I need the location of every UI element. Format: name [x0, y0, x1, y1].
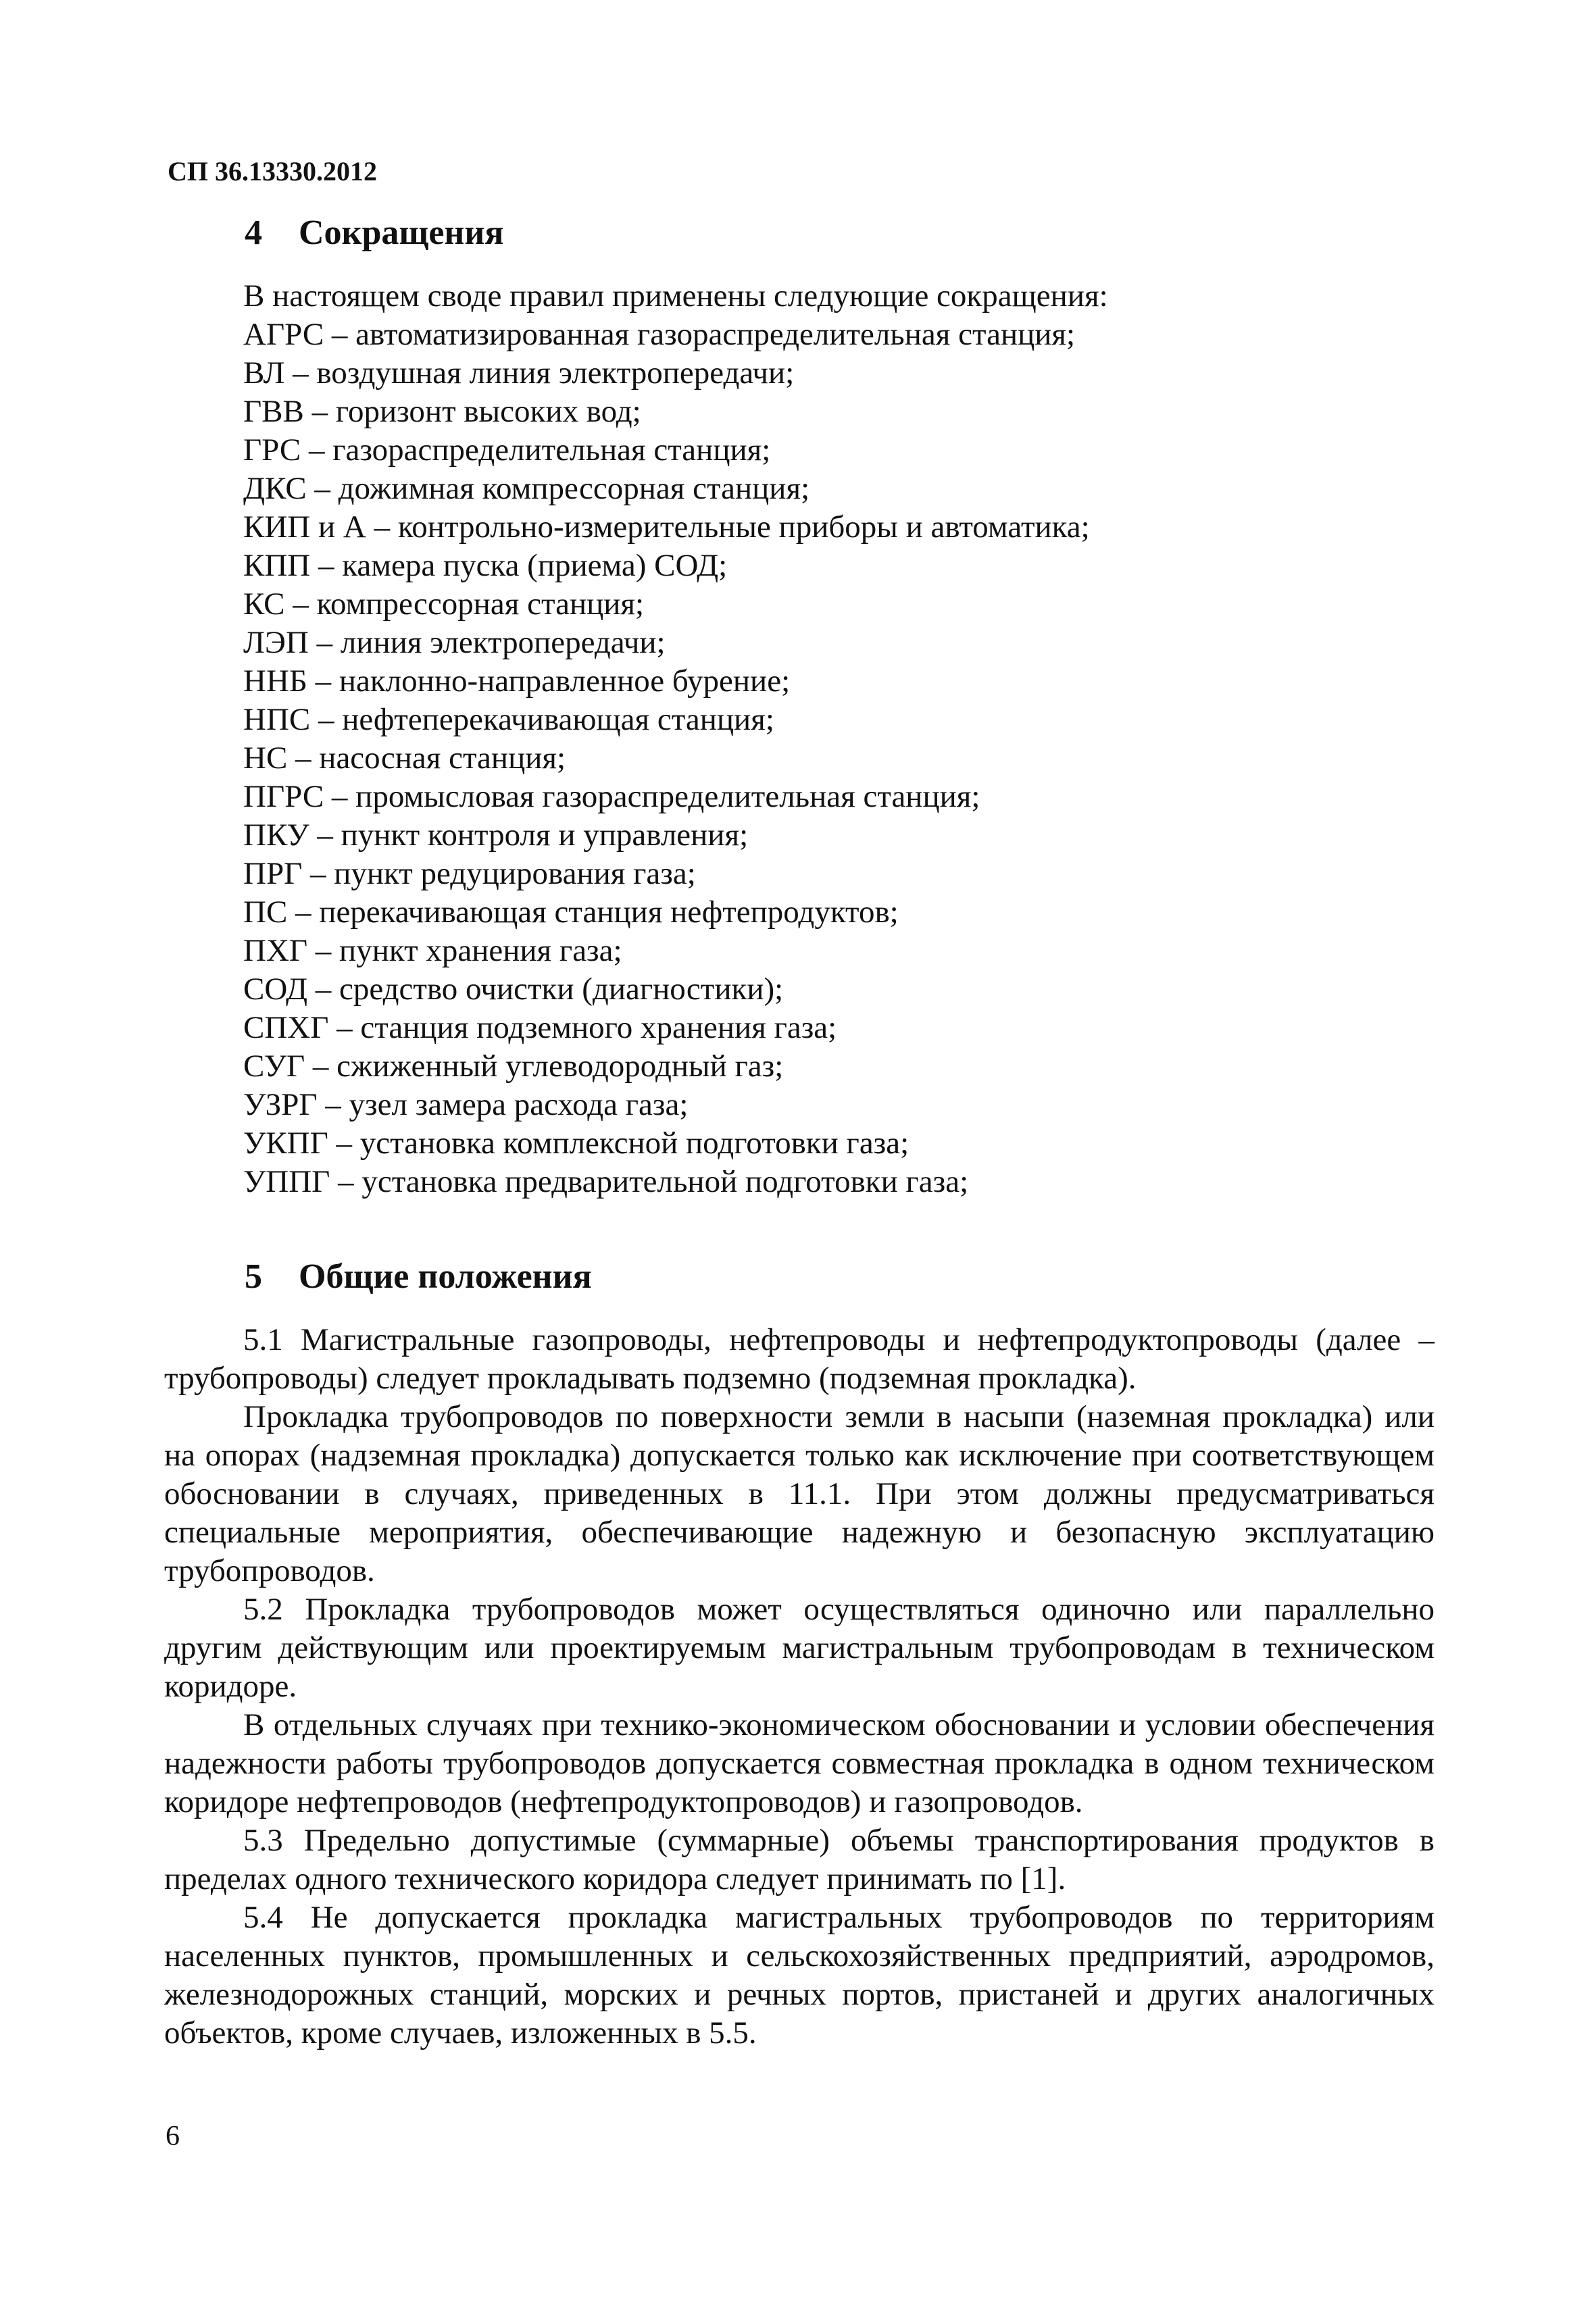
abbreviations-list: [243, 277, 1460, 1201]
abbreviation-item: ННБ – наклонно-направленное бурение;: [243, 663, 791, 699]
page-number: 6: [166, 2121, 180, 2152]
section-4-heading: [245, 213, 503, 253]
abbreviation-item: АГРС – автоматизированная газораспределительная станция;: [243, 317, 1076, 352]
abbreviation-item: ГРС – газораспределительная станция;: [243, 432, 771, 468]
abbreviation-item: СОД – средство очистки (диагностики);: [243, 972, 784, 1007]
section-4-number: 4: [245, 213, 262, 252]
abbreviation-item: ВЛ – воздушная линия электропередачи;: [243, 355, 795, 391]
abbreviation-item: УППГ – установка предварительной подготовки газа;: [243, 1164, 969, 1199]
paragraph-5-2-continued: В отдельных случаях при технико-экономическом обосновании и условии обеспечения надежности работы трубопроводов допускается совместная прокладка в одном техническом коридоре нефтепроводов (нефтепродуктопроводов) и газопроводов.: [164, 1707, 1435, 1819]
abbreviation-item: ПКУ – пункт контроля и управления;: [243, 818, 749, 853]
section-5-title: Общие положения: [299, 1257, 592, 1296]
paragraph-5-2: 5.2 Прокладка трубопроводов может осуществляться одиночно или параллельно другим действующим или проектируемым магистральным трубопроводам в техническом коридоре.: [164, 1592, 1435, 1704]
section-5-number: 5: [245, 1257, 262, 1296]
abbreviation-item: ГВВ – горизонт высоких вод;: [243, 394, 641, 429]
document-code: СП 36.13330.2012: [168, 156, 377, 186]
abbreviation-item: ЛЭП – линия электропередачи;: [243, 625, 666, 660]
abbreviation-item: ПХГ – пункт хранения газа;: [243, 933, 622, 968]
abbreviation-item: ДКС – дожимная компрессорная станция;: [243, 471, 810, 506]
abbreviation-item: ПРГ – пункт редуцирования газа;: [243, 856, 696, 891]
section-5-heading: [245, 1257, 592, 1297]
abbreviation-item: КПП – камера пуска (приема) СОД;: [243, 548, 728, 583]
abbreviation-item: ПС – перекачивающая станция нефтепродуктов;: [243, 895, 899, 930]
paragraph-5-1: 5.1 Магистральные газопроводы, нефтепроводы и нефтепродуктопроводы (далее – трубопроводы) следует прокладывать подземно (подземная прокладка).: [164, 1322, 1435, 1396]
abbreviation-item: СПХГ – станция подземного хранения газа;: [243, 1010, 837, 1045]
abbreviation-item: КИП и А – контрольно-измерительные приборы и автоматика;: [243, 509, 1090, 545]
abbreviation-item: ПГРС – промысловая газораспределительная станция;: [243, 779, 980, 814]
section-4-title: Сокращения: [299, 213, 504, 252]
abbreviation-item: КС – компрессорная станция;: [243, 586, 645, 622]
paragraph-5-3: 5.3 Предельно допустимые (суммарные) объемы транспортирования продуктов в пределах одного технического коридора следует принимать по [1].: [164, 1823, 1435, 1896]
abbreviation-item: НС – насосная станция;: [243, 740, 566, 776]
section-5-body: [164, 1321, 1435, 2053]
abbreviations-intro: В настоящем своде правил применены следующие сокращения:: [243, 278, 1108, 313]
abbreviation-item: НПС – нефтеперекачивающая станция;: [243, 702, 774, 737]
paragraph-5-4: 5.4 Не допускается прокладка магистральных трубопроводов по территориям населенных пунктов, промышленных и сельскохозяйственных предприятий, аэродромов, железнодорожных станций, морских и речных портов, пристаней и других аналогичных объектов, кроме случаев, изложенных в 5.5.: [164, 1900, 1435, 2051]
abbreviation-item: УЗРГ – узел замера расхода газа;: [243, 1087, 689, 1122]
abbreviation-item: СУГ – сжиженный углеводородный газ;: [243, 1049, 784, 1084]
paragraph-5-1-continued: Прокладка трубопроводов по поверхности земли в насыпи (наземная прокладка) или на опорах (надземная прокладка) допускается только как исключение при соответствующем обосновании в случаях, приведенных в 11.1. При этом должны предусматриваться специальные мероприятия, обеспечивающие надежную и безопасную эксплуатацию трубопроводов.: [164, 1399, 1435, 1588]
abbreviation-item: УКПГ – установка комплексной подготовки газа;: [243, 1126, 909, 1161]
